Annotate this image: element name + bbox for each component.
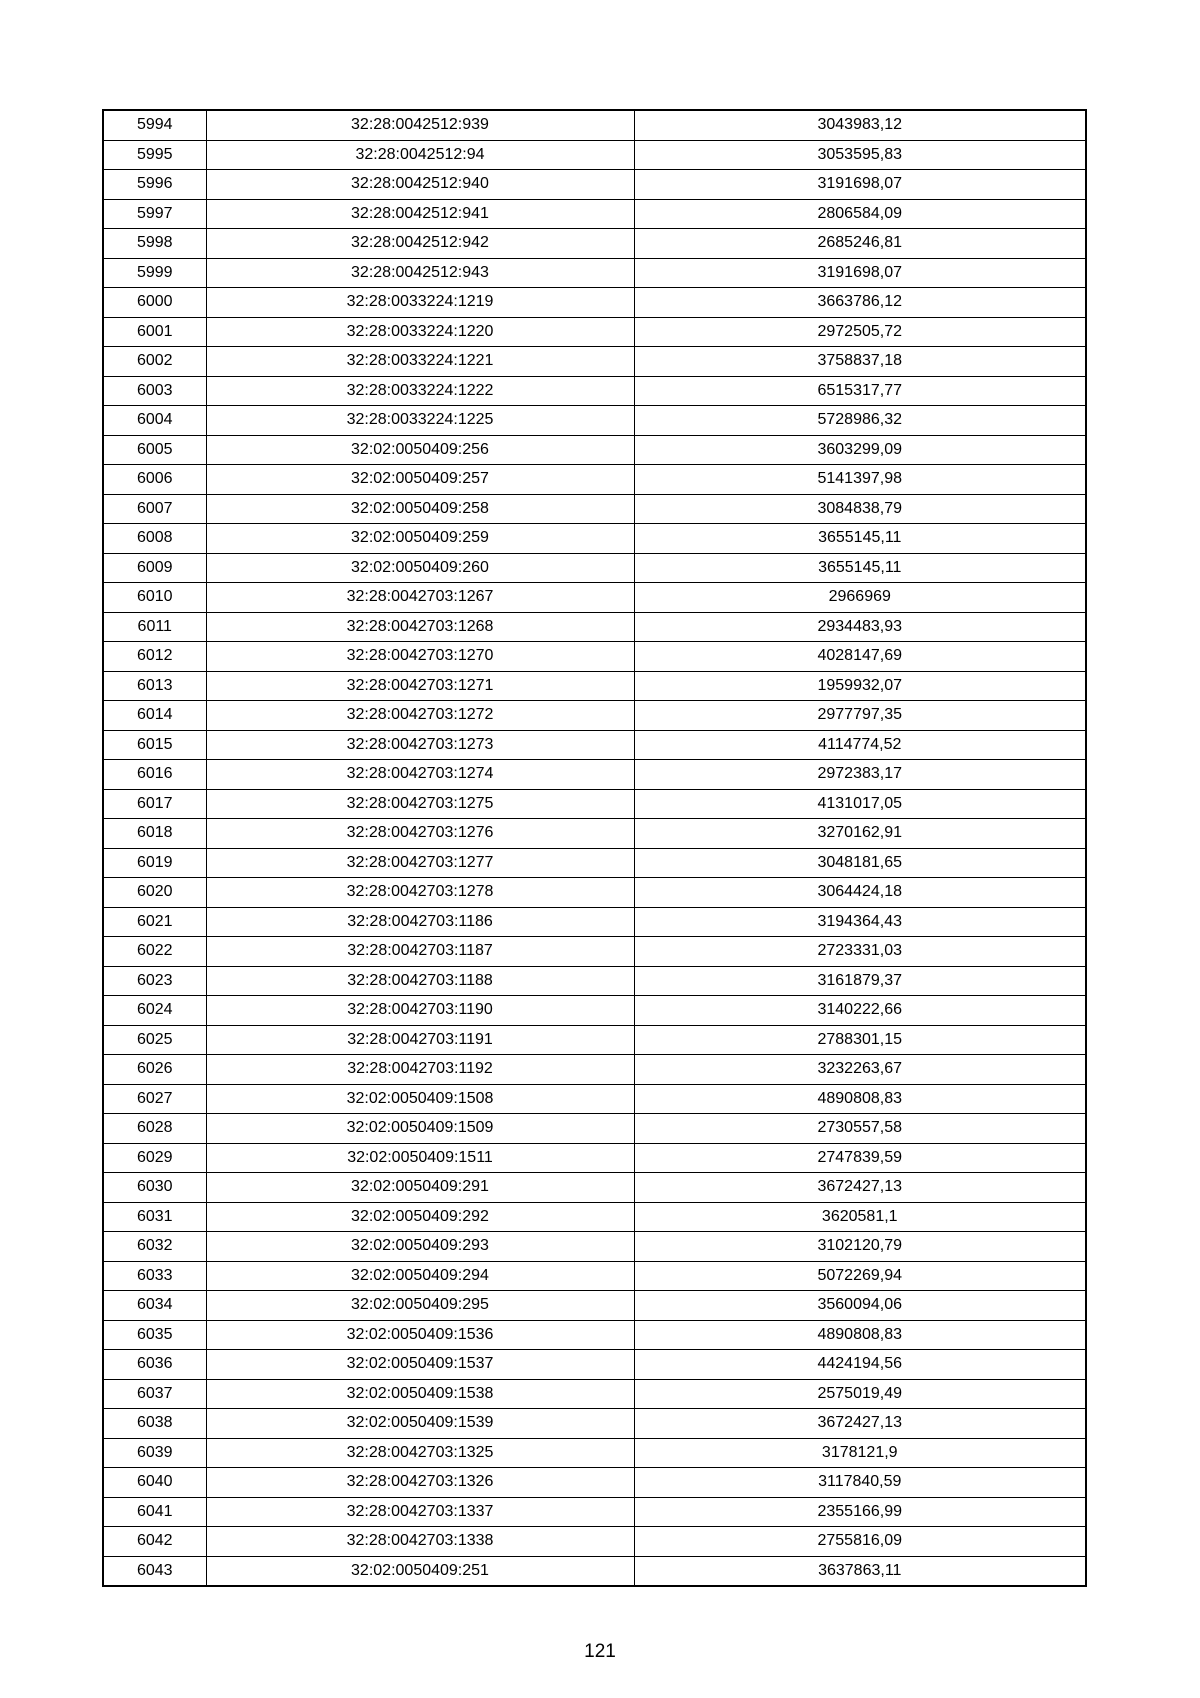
cadastral-value-cell: 2972505,72 (634, 317, 1086, 347)
table-row (103, 376, 1086, 406)
cadastral-value-cell: 2685246,81 (634, 229, 1086, 259)
row-number-cell: 6008 (103, 524, 206, 554)
row-number-cell: 5994 (103, 110, 206, 140)
cadastral-number-cell: 32:02:0050409:292 (206, 1202, 634, 1232)
row-number-cell: 6016 (103, 760, 206, 790)
cadastral-number-cell: 32:28:0042512:940 (206, 170, 634, 200)
table-row (103, 1084, 1086, 1114)
table-row (103, 494, 1086, 524)
table-row (103, 1291, 1086, 1321)
row-number-cell: 5999 (103, 258, 206, 288)
cadastral-value-cell: 4028147,69 (634, 642, 1086, 672)
cadastral-number-cell: 32:02:0050409:256 (206, 435, 634, 465)
row-number-cell: 6009 (103, 553, 206, 583)
row-number-cell: 6006 (103, 465, 206, 495)
row-number-cell: 6017 (103, 789, 206, 819)
row-number-cell: 6028 (103, 1114, 206, 1144)
cadastral-value-cell: 3194364,43 (634, 907, 1086, 937)
row-number-cell: 6033 (103, 1261, 206, 1291)
table-row (103, 553, 1086, 583)
cadastral-value-cell: 3048181,65 (634, 848, 1086, 878)
table-row (103, 642, 1086, 672)
row-number-cell: 6019 (103, 848, 206, 878)
cadastral-number-cell: 32:02:0050409:258 (206, 494, 634, 524)
table-row (103, 966, 1086, 996)
row-number-cell: 6011 (103, 612, 206, 642)
row-number-cell: 6036 (103, 1350, 206, 1380)
table-row (103, 1114, 1086, 1144)
cadastral-number-cell: 32:02:0050409:1511 (206, 1143, 634, 1173)
cadastral-number-cell: 32:02:0050409:293 (206, 1232, 634, 1262)
row-number-cell: 5995 (103, 140, 206, 170)
table-row (103, 1556, 1086, 1586)
table-row (103, 1143, 1086, 1173)
cadastral-value-cell: 3603299,09 (634, 435, 1086, 465)
row-number-cell: 6000 (103, 288, 206, 318)
table-row (103, 701, 1086, 731)
cadastral-number-cell: 32:28:0042703:1268 (206, 612, 634, 642)
table-row (103, 789, 1086, 819)
row-number-cell: 6032 (103, 1232, 206, 1262)
cadastral-value-cell: 3064424,18 (634, 878, 1086, 908)
cadastral-number-cell: 32:28:0042703:1270 (206, 642, 634, 672)
cadastral-value-cell: 3084838,79 (634, 494, 1086, 524)
row-number-cell: 6027 (103, 1084, 206, 1114)
row-number-cell: 6040 (103, 1468, 206, 1498)
cadastral-number-cell: 32:28:0033224:1221 (206, 347, 634, 377)
cadastral-number-cell: 32:28:0042512:942 (206, 229, 634, 259)
cadastral-value-table (102, 109, 1087, 1587)
row-number-cell: 6037 (103, 1379, 206, 1409)
table-row (103, 907, 1086, 937)
table-row (103, 819, 1086, 849)
table-row (103, 848, 1086, 878)
cadastral-number-cell: 32:02:0050409:260 (206, 553, 634, 583)
cadastral-value-cell: 2934483,93 (634, 612, 1086, 642)
cadastral-value-cell: 3117840,59 (634, 1468, 1086, 1498)
table-row (103, 583, 1086, 613)
row-number-cell: 6013 (103, 671, 206, 701)
cadastral-value-cell: 2755816,09 (634, 1527, 1086, 1557)
cadastral-number-cell: 32:28:0042703:1271 (206, 671, 634, 701)
cadastral-number-cell: 32:28:0042703:1325 (206, 1438, 634, 1468)
cadastral-number-cell: 32:28:0042703:1192 (206, 1055, 634, 1085)
table-row (103, 258, 1086, 288)
cadastral-value-cell: 3191698,07 (634, 170, 1086, 200)
cadastral-value-cell: 3053595,83 (634, 140, 1086, 170)
cadastral-number-cell: 32:28:0042703:1274 (206, 760, 634, 790)
cadastral-number-cell: 32:28:0042703:1338 (206, 1527, 634, 1557)
cadastral-number-cell: 32:28:0042703:1337 (206, 1497, 634, 1527)
table-row (103, 878, 1086, 908)
cadastral-number-cell: 32:02:0050409:1538 (206, 1379, 634, 1409)
cadastral-number-cell: 32:28:0033224:1220 (206, 317, 634, 347)
cadastral-value-cell: 4890808,83 (634, 1320, 1086, 1350)
table-row (103, 465, 1086, 495)
row-number-cell: 6002 (103, 347, 206, 377)
cadastral-value-cell: 3620581,1 (634, 1202, 1086, 1232)
table-row (103, 1527, 1086, 1557)
cadastral-value-cell: 2575019,49 (634, 1379, 1086, 1409)
table-row (103, 140, 1086, 170)
cadastral-value-cell: 4890808,83 (634, 1084, 1086, 1114)
row-number-cell: 6030 (103, 1173, 206, 1203)
cadastral-number-cell: 32:28:0042703:1267 (206, 583, 634, 613)
cadastral-value-cell: 2966969 (634, 583, 1086, 613)
cadastral-number-cell: 32:28:0042703:1276 (206, 819, 634, 849)
row-number-cell: 6012 (103, 642, 206, 672)
table-row (103, 110, 1086, 140)
cadastral-number-cell: 32:28:0042703:1186 (206, 907, 634, 937)
cadastral-value-cell: 3191698,07 (634, 258, 1086, 288)
cadastral-number-cell: 32:02:0050409:291 (206, 1173, 634, 1203)
cadastral-number-cell: 32:28:0042703:1278 (206, 878, 634, 908)
cadastral-number-cell: 32:02:0050409:295 (206, 1291, 634, 1321)
cadastral-value-cell: 4114774,52 (634, 730, 1086, 760)
cadastral-value-cell: 2788301,15 (634, 1025, 1086, 1055)
row-number-cell: 6004 (103, 406, 206, 436)
table-row (103, 1468, 1086, 1498)
cadastral-value-cell: 3758837,18 (634, 347, 1086, 377)
cadastral-number-cell: 32:28:0042512:943 (206, 258, 634, 288)
cadastral-value-cell: 2723331,03 (634, 937, 1086, 967)
table-row (103, 1055, 1086, 1085)
table-row (103, 170, 1086, 200)
table-row (103, 730, 1086, 760)
row-number-cell: 6003 (103, 376, 206, 406)
table-row (103, 1173, 1086, 1203)
cadastral-number-cell: 32:28:0042703:1272 (206, 701, 634, 731)
table-body (103, 110, 1086, 1586)
cadastral-number-cell: 32:28:0042512:94 (206, 140, 634, 170)
cadastral-value-cell: 2972383,17 (634, 760, 1086, 790)
row-number-cell: 5998 (103, 229, 206, 259)
cadastral-value-cell: 4424194,56 (634, 1350, 1086, 1380)
row-number-cell: 6005 (103, 435, 206, 465)
page-number: 121 (584, 1641, 616, 1662)
table-row (103, 199, 1086, 229)
cadastral-value-cell: 3043983,12 (634, 110, 1086, 140)
table-row (103, 288, 1086, 318)
table-row (103, 524, 1086, 554)
cadastral-number-cell: 32:28:0042703:1275 (206, 789, 634, 819)
table-row (103, 1025, 1086, 1055)
table-row (103, 406, 1086, 436)
cadastral-value-cell: 2977797,35 (634, 701, 1086, 731)
cadastral-value-cell: 3655145,11 (634, 553, 1086, 583)
cadastral-value-cell: 3232263,67 (634, 1055, 1086, 1085)
row-number-cell: 6031 (103, 1202, 206, 1232)
table-row (103, 435, 1086, 465)
row-number-cell: 6015 (103, 730, 206, 760)
row-number-cell: 5997 (103, 199, 206, 229)
cadastral-number-cell: 32:02:0050409:259 (206, 524, 634, 554)
row-number-cell: 6035 (103, 1320, 206, 1350)
row-number-cell: 6010 (103, 583, 206, 613)
cadastral-number-cell: 32:28:0042512:939 (206, 110, 634, 140)
cadastral-value-cell: 2730557,58 (634, 1114, 1086, 1144)
cadastral-number-cell: 32:02:0050409:1509 (206, 1114, 634, 1144)
table-row (103, 612, 1086, 642)
cadastral-number-cell: 32:28:0042703:1273 (206, 730, 634, 760)
row-number-cell: 6029 (103, 1143, 206, 1173)
cadastral-value-cell: 3140222,66 (634, 996, 1086, 1026)
row-number-cell: 6026 (103, 1055, 206, 1085)
cadastral-value-cell: 5728986,32 (634, 406, 1086, 436)
table-row (103, 1261, 1086, 1291)
table-row (103, 1409, 1086, 1439)
cadastral-number-cell: 32:02:0050409:1537 (206, 1350, 634, 1380)
cadastral-number-cell: 32:28:0033224:1225 (206, 406, 634, 436)
cadastral-number-cell: 32:28:0033224:1219 (206, 288, 634, 318)
cadastral-value-cell: 3560094,06 (634, 1291, 1086, 1321)
row-number-cell: 6039 (103, 1438, 206, 1468)
cadastral-value-cell: 3672427,13 (634, 1409, 1086, 1439)
table-row (103, 1320, 1086, 1350)
cadastral-number-cell: 32:02:0050409:251 (206, 1556, 634, 1586)
row-number-cell: 6001 (103, 317, 206, 347)
cadastral-value-cell: 2355166,99 (634, 1497, 1086, 1527)
table-row (103, 317, 1086, 347)
row-number-cell: 6038 (103, 1409, 206, 1439)
table-row (103, 760, 1086, 790)
table-row (103, 229, 1086, 259)
row-number-cell: 6042 (103, 1527, 206, 1557)
row-number-cell: 6034 (103, 1291, 206, 1321)
cadastral-value-cell: 4131017,05 (634, 789, 1086, 819)
cadastral-value-cell: 3663786,12 (634, 288, 1086, 318)
cadastral-value-cell: 3161879,37 (634, 966, 1086, 996)
cadastral-number-cell: 32:28:0042703:1277 (206, 848, 634, 878)
row-number-cell: 6018 (103, 819, 206, 849)
table-row (103, 1438, 1086, 1468)
row-number-cell: 6022 (103, 937, 206, 967)
table-row (103, 937, 1086, 967)
table-row (103, 671, 1086, 701)
table-row (103, 1232, 1086, 1262)
cadastral-value-cell: 5072269,94 (634, 1261, 1086, 1291)
cadastral-number-cell: 32:28:0042703:1190 (206, 996, 634, 1026)
cadastral-value-cell: 3655145,11 (634, 524, 1086, 554)
cadastral-number-cell: 32:28:0042703:1187 (206, 937, 634, 967)
cadastral-value-cell: 2747839,59 (634, 1143, 1086, 1173)
row-number-cell: 6021 (103, 907, 206, 937)
table-row (103, 347, 1086, 377)
cadastral-value-cell: 3270162,91 (634, 819, 1086, 849)
table-row (103, 1202, 1086, 1232)
table-row (103, 1379, 1086, 1409)
row-number-cell: 5996 (103, 170, 206, 200)
cadastral-value-cell: 3178121,9 (634, 1438, 1086, 1468)
cadastral-number-cell: 32:02:0050409:1536 (206, 1320, 634, 1350)
row-number-cell: 6041 (103, 1497, 206, 1527)
cadastral-value-cell: 3637863,11 (634, 1556, 1086, 1586)
row-number-cell: 6020 (103, 878, 206, 908)
cadastral-number-cell: 32:02:0050409:257 (206, 465, 634, 495)
table-row (103, 996, 1086, 1026)
cadastral-number-cell: 32:28:0033224:1222 (206, 376, 634, 406)
cadastral-value-cell: 2806584,09 (634, 199, 1086, 229)
table-row (103, 1497, 1086, 1527)
row-number-cell: 6023 (103, 966, 206, 996)
cadastral-value-cell: 3672427,13 (634, 1173, 1086, 1203)
cadastral-number-cell: 32:28:0042703:1191 (206, 1025, 634, 1055)
cadastral-value-cell: 3102120,79 (634, 1232, 1086, 1262)
cadastral-number-cell: 32:28:0042703:1326 (206, 1468, 634, 1498)
cadastral-value-cell: 5141397,98 (634, 465, 1086, 495)
table-row (103, 1350, 1086, 1380)
row-number-cell: 6014 (103, 701, 206, 731)
cadastral-number-cell: 32:02:0050409:1508 (206, 1084, 634, 1114)
cadastral-value-cell: 1959932,07 (634, 671, 1086, 701)
cadastral-value-cell: 6515317,77 (634, 376, 1086, 406)
cadastral-number-cell: 32:28:0042512:941 (206, 199, 634, 229)
cadastral-number-cell: 32:28:0042703:1188 (206, 966, 634, 996)
cadastral-number-cell: 32:02:0050409:1539 (206, 1409, 634, 1439)
cadastral-number-cell: 32:02:0050409:294 (206, 1261, 634, 1291)
row-number-cell: 6025 (103, 1025, 206, 1055)
row-number-cell: 6043 (103, 1556, 206, 1586)
row-number-cell: 6007 (103, 494, 206, 524)
row-number-cell: 6024 (103, 996, 206, 1026)
